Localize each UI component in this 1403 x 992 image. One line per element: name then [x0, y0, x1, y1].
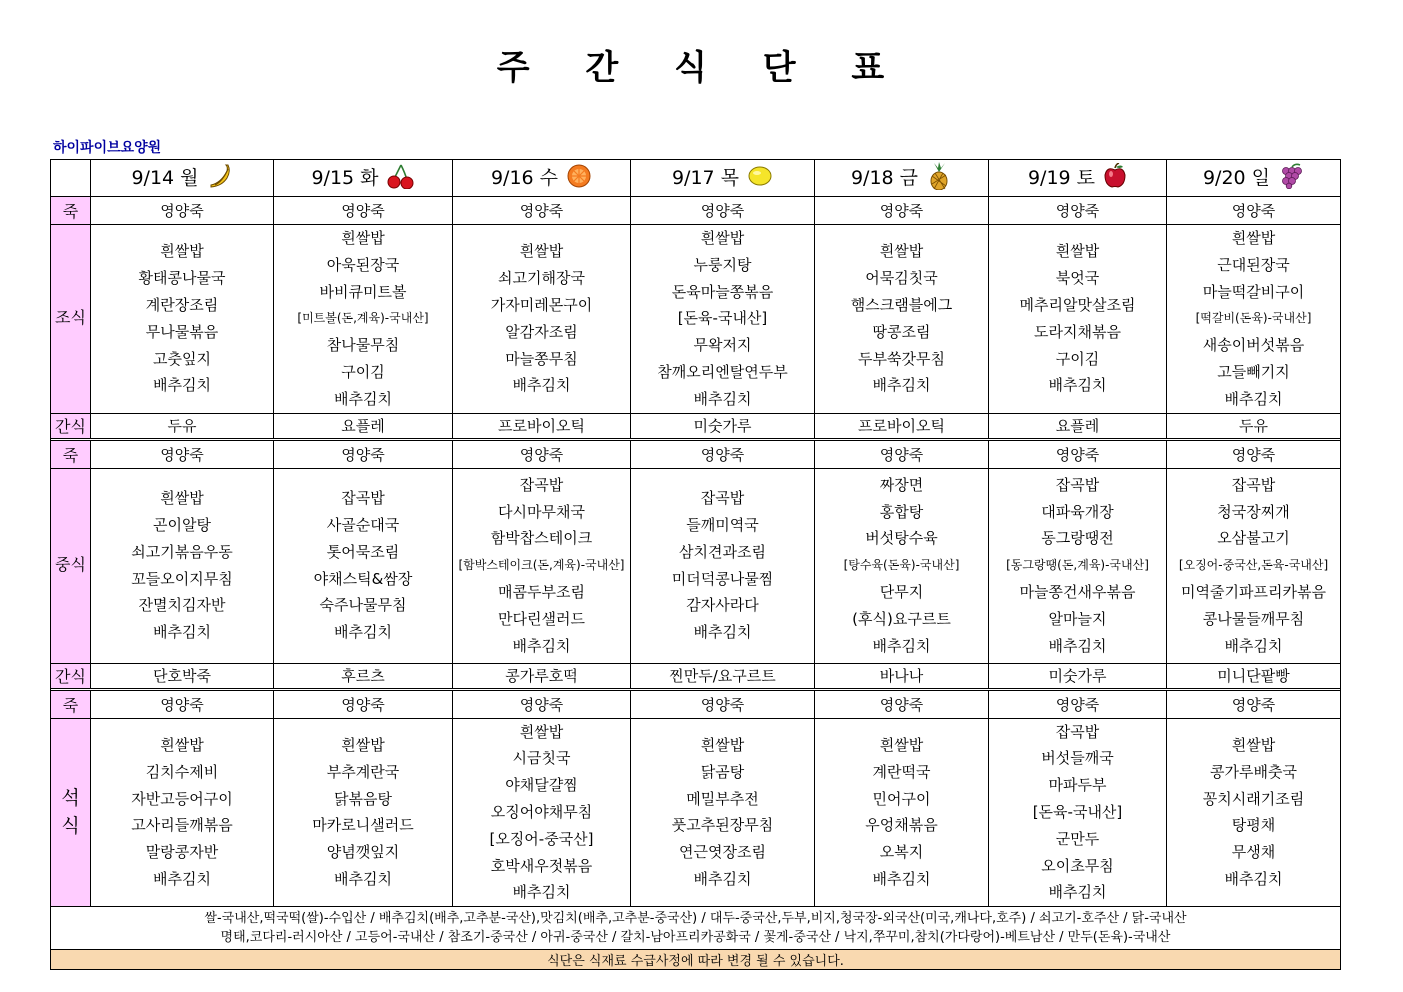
menu-item: 청국장찌개	[1217, 502, 1290, 521]
menu-item: 닭곰탕	[700, 762, 745, 781]
breakfast-porridge-cell: 영양죽	[815, 197, 989, 225]
menu-item: 자반고등어구이	[131, 789, 233, 808]
menu-item: 알감자조림	[505, 322, 578, 341]
menu-item: 구이김	[1055, 349, 1100, 368]
menu-item: 함박찹스테이크	[490, 529, 593, 548]
lunch-menu-cell	[989, 468, 1167, 663]
menu-item: 배추김치	[153, 623, 211, 642]
menu-item: 배추김치	[1224, 869, 1283, 888]
menu-item: 감자사라다	[686, 596, 759, 615]
lunch-porridge-row	[51, 440, 1341, 468]
menu-item: 메추리알맛살조림	[1019, 295, 1136, 314]
breakfast-snack-cell: 미숫가루	[631, 413, 815, 438]
breakfast-snack-cell: 요플레	[274, 413, 453, 438]
breakfast-menu-cell	[631, 225, 815, 414]
menu-item: 다시마무채국	[498, 502, 585, 521]
menu-item: [오징어-중국산,돈육-국내산]	[1178, 558, 1329, 573]
menu-item: 양념깻잎지	[326, 843, 400, 862]
menu-item: 무생채	[1231, 843, 1276, 862]
menu-item: 배추김치	[1048, 883, 1107, 902]
menu-item: 배추김치	[512, 376, 571, 395]
menu-item: 배추김치	[334, 869, 392, 888]
menu-item: 메밀부추전	[686, 789, 759, 808]
lunch-snack-cell: 찐만두/요구르트	[631, 663, 815, 688]
dinner-porridge-cell: 영양죽	[815, 690, 989, 718]
menu-item: [함박스테이크(돈,계육)-국내산]	[458, 558, 625, 573]
breakfast-porridge-cell: 영양죽	[91, 197, 274, 225]
lunch-menu-cell	[91, 468, 274, 663]
meal-label-text: 조식	[55, 308, 86, 328]
lunch-snack-cell: 단호박죽	[91, 663, 274, 688]
menu-item: 민어구이	[872, 789, 931, 808]
menu-item: 쇠고기볶음우동	[131, 542, 233, 561]
menu-item: 배추김치	[1048, 636, 1107, 655]
menu-item: 배추김치	[1048, 376, 1107, 395]
banana-icon	[207, 163, 233, 194]
lunch-label	[51, 468, 91, 663]
menu-item: 마파두부	[1048, 776, 1107, 795]
page-title: 주 간 식 단 표	[496, 48, 907, 88]
menu-item: 시금칫국	[512, 749, 571, 768]
menu-item: 야채달걀찜	[505, 776, 578, 795]
menu-item: 닭볶음탕	[334, 789, 392, 808]
grape-icon	[1278, 163, 1304, 194]
apple-icon	[1103, 163, 1127, 194]
menu-item: 무왁저지	[693, 336, 752, 355]
menu-item: 흰쌀밥	[1231, 229, 1276, 247]
menu-item: [동그랑땡(돈,계육)-국내산]	[1006, 558, 1149, 573]
menu-item: 동그랑땡전	[1041, 529, 1114, 548]
dinner-porridge-label: 죽	[51, 690, 91, 718]
dinner-menu-cell	[91, 718, 274, 907]
menu-item: (후식)요구르트	[852, 609, 951, 628]
breakfast-menu-cell	[815, 225, 989, 414]
breakfast-porridge-cell: 영양죽	[274, 197, 453, 225]
menu-item: 곤이알탕	[153, 515, 211, 534]
lunch-porridge-cell: 영양죽	[815, 440, 989, 468]
origin-note-line: 쌀-국내산,떡국떡(쌀)-수입산 / 배추김치(배추,고추분-국산),맛김치(배추,고추분-중국산) / 대두-중국산,두부,비지,청국장-외국산(미국,캐나다,호주) / 쇠고기-호주산 / 닭-국내산	[204, 911, 1187, 927]
menu-item: 고사리들깨볶음	[131, 816, 233, 835]
lunch-porridge-cell: 영양죽	[91, 440, 274, 468]
menu-item: 흰쌀밥	[160, 735, 204, 754]
breakfast-snack-label: 간식	[51, 413, 91, 438]
breakfast-porridge-cell: 영양죽	[1167, 197, 1341, 225]
origin-notes	[51, 907, 1341, 950]
menu-item: 계란떡국	[872, 762, 931, 781]
menu-item: 오복지	[879, 843, 924, 862]
dinner-porridge-cell: 영양죽	[1167, 690, 1341, 718]
organization-name: 하이파이브요양원	[53, 140, 162, 156]
menu-item: 누룽지탕	[693, 255, 752, 274]
menu-item: [오징어-중국산]	[489, 829, 594, 848]
menu-item: 흰쌀밥	[341, 735, 385, 754]
lunch-snack-cell: 바나나	[815, 663, 989, 688]
menu-item: 흰쌀밥	[879, 242, 924, 261]
breakfast-porridge-label: 죽	[51, 197, 91, 225]
menu-item: 배추김치	[693, 623, 752, 642]
menu-item: 홍합탕	[879, 502, 924, 521]
breakfast-menu-cell	[989, 225, 1167, 414]
menu-item: 바비큐미트볼	[319, 282, 407, 301]
menu-item: 참깨오리엔탈연두부	[657, 362, 788, 381]
dinner-label	[51, 718, 91, 907]
lunch-porridge-cell: 영양죽	[989, 440, 1167, 468]
menu-item: [돈육-국내산]	[1032, 802, 1123, 821]
menu-item: 마늘떡갈비구이	[1202, 282, 1305, 301]
dinner-porridge-cell: 영양죽	[989, 690, 1167, 718]
menu-item: [탕수육(돈육)-국내산]	[843, 558, 960, 573]
day-date: 9/14 월	[131, 166, 199, 189]
menu-item: 흰쌀밥	[1231, 735, 1276, 754]
lunch-row	[51, 468, 1341, 663]
menu-item: 대파육개장	[1041, 502, 1114, 521]
menu-item: [돈육-국내산]	[677, 309, 768, 328]
dinner-porridge-row	[51, 690, 1341, 718]
menu-item: 황태콩나물국	[138, 269, 226, 288]
orange-icon	[566, 163, 592, 194]
breakfast-menu-cell	[91, 225, 274, 414]
dinner-menu-cell	[815, 718, 989, 907]
breakfast-snack-cell: 프로바이오틱	[815, 413, 989, 438]
meal-label-text: 석	[61, 787, 80, 810]
menu-item: 배추김치	[512, 636, 571, 655]
menu-item: 오삼불고기	[1217, 529, 1290, 548]
corner-cell	[51, 160, 91, 197]
weekly-menu-table	[50, 159, 1341, 970]
breakfast-snack-cell: 두유	[91, 413, 274, 438]
menu-item: 들깨미역국	[686, 515, 759, 534]
lunch-menu-cell	[274, 468, 453, 663]
menu-item: 숙주나물무침	[319, 596, 407, 615]
menu-item: 마카로니샐러드	[312, 816, 414, 835]
day-date: 9/18 금	[850, 166, 919, 189]
menu-item: 배추김치	[693, 389, 752, 408]
dinner-menu-cell	[1167, 718, 1341, 907]
menu-item: 오이초무침	[1041, 856, 1114, 875]
menu-item: 잡곡밥	[1055, 722, 1100, 741]
menu-item: 흰쌀밥	[341, 229, 385, 247]
menu-item: 톳어묵조림	[326, 542, 400, 561]
menu-item: 구이김	[341, 362, 385, 381]
menu-item: 잡곡밥	[1055, 475, 1100, 494]
menu-item: 호박새우젓볶음	[490, 856, 593, 875]
cherry-icon	[387, 163, 415, 194]
menu-item: 배추김치	[512, 883, 571, 902]
menu-item: 단무지	[879, 582, 924, 601]
menu-item: 잡곡밥	[519, 475, 564, 494]
menu-item: 미역줄기파프리카볶음	[1181, 582, 1326, 601]
menu-item: 오징어야채무침	[490, 802, 593, 821]
lunch-snack-row	[51, 663, 1341, 688]
dinner-porridge-cell: 영양죽	[631, 690, 815, 718]
menu-item: 꽁치시래기조림	[1202, 789, 1305, 808]
menu-item: 버섯들깨국	[1041, 749, 1114, 768]
menu-item: 미더덕콩나물찜	[671, 569, 774, 588]
menu-item: 참나물무침	[326, 336, 400, 355]
menu-item: 꼬들오이지무침	[131, 569, 233, 588]
menu-item: 김치수제비	[145, 762, 219, 781]
menu-item: 새송이버섯볶음	[1202, 336, 1305, 355]
lunch-menu-cell	[1167, 468, 1341, 663]
menu-item: 연근엿장조림	[679, 843, 766, 862]
lunch-menu-cell	[815, 468, 989, 663]
day-date: 9/15 화	[311, 166, 379, 189]
menu-item: 탕평채	[1231, 816, 1276, 835]
menu-item: 잡곡밥	[1231, 475, 1276, 494]
menu-item: 콩가루배춧국	[1210, 762, 1297, 781]
origin-note-line: 명태,코다리-러시아산 / 고등어-국내산 / 참조기-중국산 / 아귀-중국산 / 갈치-남아프리카공화국 / 꽃게-중국산 / 낙지,쭈꾸미,참치(가다랑어)-베트남산 / 만두(돈육)-국내산	[220, 930, 1171, 946]
menu-item: 계란장조림	[145, 295, 219, 314]
dinner-menu-cell	[631, 718, 815, 907]
day-header	[274, 160, 453, 197]
menu-item: 어묵김칫국	[865, 269, 938, 288]
menu-item: 배추김치	[872, 636, 931, 655]
footer-row	[51, 950, 1341, 970]
breakfast-porridge-row	[51, 197, 1341, 225]
breakfast-snack-cell: 두유	[1167, 413, 1341, 438]
day-header	[91, 160, 274, 197]
day-date: 9/19 토	[1027, 166, 1096, 189]
menu-item: 고춧잎지	[153, 349, 211, 368]
dinner-menu-cell	[989, 718, 1167, 907]
lunch-snack-cell: 미숫가루	[989, 663, 1167, 688]
menu-item: 두부쑥갓무침	[858, 349, 945, 368]
menu-item: 풋고추된장무침	[671, 816, 774, 835]
menu-item: 우엉채볶음	[865, 816, 938, 835]
lunch-porridge-cell: 영양죽	[453, 440, 631, 468]
breakfast-porridge-cell: 영양죽	[453, 197, 631, 225]
menu-item: 흰쌀밥	[160, 489, 204, 508]
menu-item: 매콤두부조림	[498, 582, 585, 601]
breakfast-porridge-cell: 영양죽	[631, 197, 815, 225]
menu-item: 흰쌀밥	[519, 242, 564, 261]
menu-item: 북엇국	[1055, 269, 1100, 288]
menu-item: 흰쌀밥	[519, 722, 564, 741]
menu-change-notice: 식단은 식재료 수급사정에 따라 변경 될 수 있습니다.	[51, 950, 1341, 970]
menu-item: [떡갈비(돈육)-국내산]	[1195, 311, 1312, 326]
menu-item: 흰쌀밥	[879, 735, 924, 754]
menu-item: 말랑콩자반	[145, 843, 219, 862]
menu-item: 마늘쫑무침	[505, 349, 578, 368]
menu-item: 배추김치	[153, 869, 211, 888]
menu-item: 돈육마늘쫑볶음	[671, 282, 774, 301]
day-header	[1167, 160, 1341, 197]
dinner-porridge-cell: 영양죽	[274, 690, 453, 718]
lunch-porridge-label: 죽	[51, 440, 91, 468]
menu-item: 배추김치	[1224, 389, 1283, 408]
menu-item: 배추김치	[1224, 636, 1283, 655]
breakfast-menu-cell	[274, 225, 453, 414]
menu-item: 땅콩조림	[872, 322, 931, 341]
lunch-porridge-cell: 영양죽	[631, 440, 815, 468]
menu-item: 배추김치	[153, 376, 211, 395]
lunch-porridge-cell: 영양죽	[1167, 440, 1341, 468]
lunch-snack-cell: 미니단팥빵	[1167, 663, 1341, 688]
dinner-row	[51, 718, 1341, 907]
lunch-snack-cell: 후르츠	[274, 663, 453, 688]
day-header	[989, 160, 1167, 197]
menu-item: 야채스틱&쌈장	[313, 569, 413, 588]
breakfast-snack-row	[51, 413, 1341, 438]
menu-item: 삼치견과조림	[679, 542, 766, 561]
day-date: 9/16 수	[490, 166, 559, 189]
menu-item: 잡곡밥	[341, 489, 385, 508]
menu-item: 콩나물들깨무침	[1202, 609, 1305, 628]
pineapple-icon	[926, 162, 952, 195]
breakfast-snack-cell: 프로바이오틱	[453, 413, 631, 438]
menu-item: 흰쌀밥	[1055, 242, 1100, 261]
menu-item: 배추김치	[872, 869, 931, 888]
menu-item: 아욱된장국	[326, 255, 400, 274]
dinner-menu-cell	[453, 718, 631, 907]
menu-item: 흰쌀밥	[700, 735, 745, 754]
menu-item: 배추김치	[334, 623, 392, 642]
menu-item: 버섯탕수육	[865, 529, 938, 548]
meal-label-text: 중식	[55, 555, 86, 575]
menu-item: 도라지채볶음	[1034, 322, 1121, 341]
day-date: 9/20 일	[1202, 166, 1271, 189]
breakfast-snack-cell: 요플레	[989, 413, 1167, 438]
menu-item: 잡곡밥	[700, 489, 745, 508]
menu-item: 흰쌀밥	[700, 229, 745, 247]
menu-item: 알마늘지	[1048, 609, 1107, 628]
breakfast-porridge-cell: 영양죽	[989, 197, 1167, 225]
menu-item: 부추계란국	[326, 762, 400, 781]
menu-item: 흰쌀밥	[160, 242, 204, 261]
lunch-menu-cell	[631, 468, 815, 663]
menu-item: 고들빼기지	[1217, 362, 1290, 381]
dinner-porridge-cell: 영양죽	[453, 690, 631, 718]
lunch-snack-cell: 콩가루호떡	[453, 663, 631, 688]
lunch-snack-label: 간식	[51, 663, 91, 688]
meal-label-text: 식	[61, 815, 80, 838]
menu-item: 짜장면	[879, 475, 924, 494]
menu-item: 배추김치	[334, 389, 392, 408]
menu-item: 사골순대국	[326, 515, 400, 534]
lunch-menu-cell	[453, 468, 631, 663]
breakfast-label	[51, 225, 91, 414]
menu-item: 햄스크램블에그	[850, 295, 953, 314]
day-header	[453, 160, 631, 197]
day-header	[631, 160, 815, 197]
menu-item: 배추김치	[872, 376, 931, 395]
breakfast-menu-cell	[453, 225, 631, 414]
menu-item: 무나물볶음	[145, 322, 219, 341]
day-header	[815, 160, 989, 197]
menu-item: 근대된장국	[1217, 255, 1290, 274]
menu-item: 잔멸치김자반	[138, 596, 226, 615]
lunch-porridge-cell: 영양죽	[274, 440, 453, 468]
dinner-porridge-cell: 영양죽	[91, 690, 274, 718]
lemon-icon	[747, 164, 773, 193]
breakfast-menu-cell	[1167, 225, 1341, 414]
menu-item: 군만두	[1055, 829, 1100, 848]
menu-item: 만다린샐러드	[498, 609, 585, 628]
day-date: 9/17 목	[671, 167, 740, 189]
dinner-menu-cell	[274, 718, 453, 907]
menu-item: 쇠고기해장국	[498, 269, 585, 288]
header-row	[51, 160, 1341, 197]
menu-item: 가자미레몬구이	[490, 295, 593, 314]
menu-item: 마늘쫑건새우볶음	[1019, 582, 1136, 601]
menu-item: 배추김치	[693, 869, 752, 888]
breakfast-row	[51, 225, 1341, 414]
notes-row	[51, 907, 1341, 950]
menu-item: [미트볼(돈,계육)-국내산]	[297, 311, 429, 326]
